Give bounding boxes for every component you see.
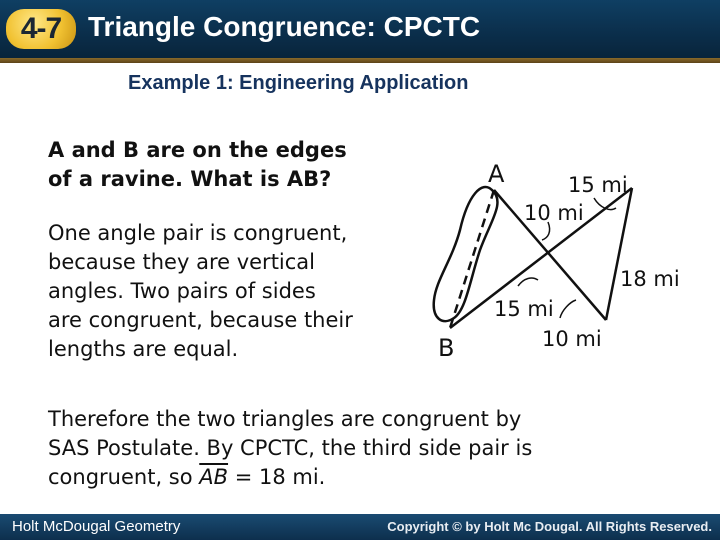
example-subtitle: Example 1: Engineering Application xyxy=(128,72,469,94)
header-bar xyxy=(0,0,720,58)
question-text xyxy=(48,136,408,194)
pointer-15-bottom xyxy=(518,278,538,286)
point-a-label: A xyxy=(488,160,505,188)
ravine-diagram xyxy=(420,150,710,365)
segment-ab: $\overline{AB}$ xyxy=(199,465,229,489)
label-10-bottom: 10 mi xyxy=(542,327,602,351)
segment-far-right-edge xyxy=(606,188,632,320)
footer-copyright: Copyright © by Holt Mc Dougal. All Rights Reserved. xyxy=(387,519,712,534)
lesson-number-badge: 4-7 xyxy=(6,9,76,49)
question-line-1: A and B are on the edges xyxy=(48,138,347,162)
pointer-10-bottom xyxy=(560,300,576,318)
conclusion-line-1: Therefore the two triangles are congruent by xyxy=(48,407,522,431)
footer-bar xyxy=(0,514,720,540)
label-10-top: 10 mi xyxy=(524,201,584,225)
conclusion-line-3-start: congruent, so xyxy=(48,465,200,489)
explanation-line-3: angles. Two pairs of sides xyxy=(48,279,316,303)
explanation-line-5: lengths are equal. xyxy=(48,337,239,361)
label-18: 18 mi xyxy=(620,267,680,291)
conclusion-line-3 xyxy=(48,463,668,492)
label-15-top: 15 mi xyxy=(568,173,628,197)
explanation-line-4: are congruent, because their xyxy=(48,308,353,332)
conclusion-line-2: SAS Postulate. By CPCTC, the third side pair is xyxy=(48,436,533,460)
explanation-line-1: One angle pair is congruent, xyxy=(48,221,348,245)
slide-title: Triangle Congruence: CPCTC xyxy=(88,11,481,42)
conclusion-line-3-end: = 18 mi. xyxy=(228,465,326,489)
label-15-bottom: 15 mi xyxy=(494,297,554,321)
footer-publisher: Holt McDougal Geometry xyxy=(12,518,181,535)
conclusion-text xyxy=(48,405,668,492)
explanation-line-2: because they are vertical xyxy=(48,250,316,274)
segment-ab-dashed xyxy=(450,190,494,328)
explanation-text xyxy=(48,219,408,364)
question-line-2: of a ravine. What is AB? xyxy=(48,167,332,191)
point-b-label: B xyxy=(438,334,455,362)
header-divider xyxy=(0,58,720,63)
